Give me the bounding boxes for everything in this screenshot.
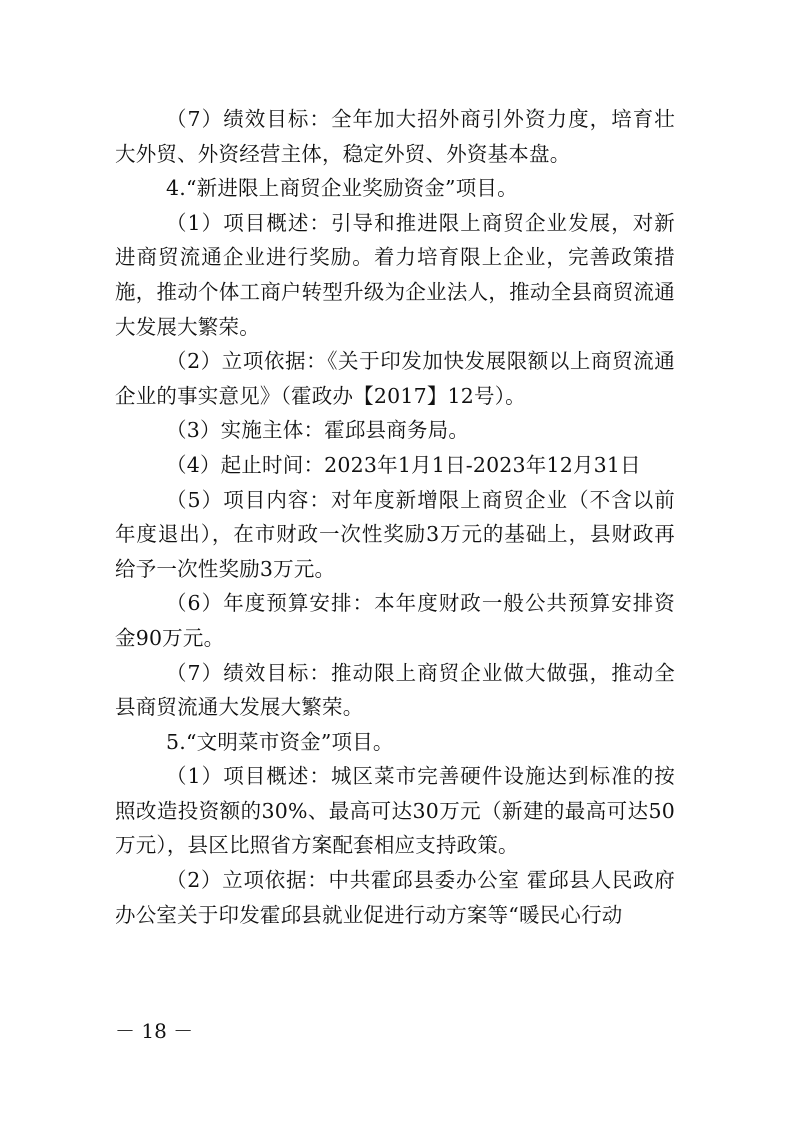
page-number: － 18 － [115, 1019, 194, 1043]
paragraph-performance-goal-3-7: （7）绩效目标：全年加大招外商引外资力度，培育壮大外贸、外资经营主体，稳定外贸、外资基本盘。 [115, 107, 675, 166]
heading-project-5: 5.“文明菜市资金”项目。 [166, 729, 394, 754]
paragraph-implementer-4-3: （3）实施主体：霍邱县商务局。 [166, 418, 470, 443]
paragraph-basis-5-2: （2）立项依据：中共霍邱县委办公室 霍邱县人民政府办公室关于印发霍邱县就业促进行动方案等“暖民心行动 [115, 868, 675, 927]
paragraph-basis-4-2: （2）立项依据：《关于印发加快发展限额以上商贸流通企业的事实意见》（霍政办【2017】12号）。 [115, 349, 675, 408]
paragraph-content-4-5: （5）项目内容：对年度新增限上商贸企业（不含以前年度退出），在市财政一次性奖励3万元的基础上，县财政再给予一次性奖励3万元。 [115, 487, 675, 581]
paragraph-budget-4-6: （6）年度预算安排：本年度财政一般公共预算安排资金90万元。 [115, 591, 675, 650]
paragraph-performance-goal-4-7: （7）绩效目标：推动限上商贸企业做大做强，推动全县商贸流通大发展大繁荣。 [115, 660, 675, 720]
document-body [115, 102, 675, 932]
heading-project-4: 4.“新进限上商贸企业奖励资金”项目。 [166, 176, 518, 201]
paragraph-period-4-4: （4）起止时间：2023年1月1日-2023年12月31日 [166, 452, 641, 477]
paragraph-project-overview-5-1: （1）项目概述：城区菜市完善硬件设施达到标准的按照改造投资额的30%、最高可达30万元（新建的最高可达50万元），县区比照省方案配套相应支持政策。 [115, 764, 675, 858]
paragraph-project-overview-4-1: （1）项目概述：引导和推进限上商贸企业发展，对新进商贸流通企业进行奖励。着力培育限上企业，完善政策措施，推动个体工商户转型升级为企业法人，推动全县商贸流通大发展大繁荣。 [115, 210, 675, 339]
